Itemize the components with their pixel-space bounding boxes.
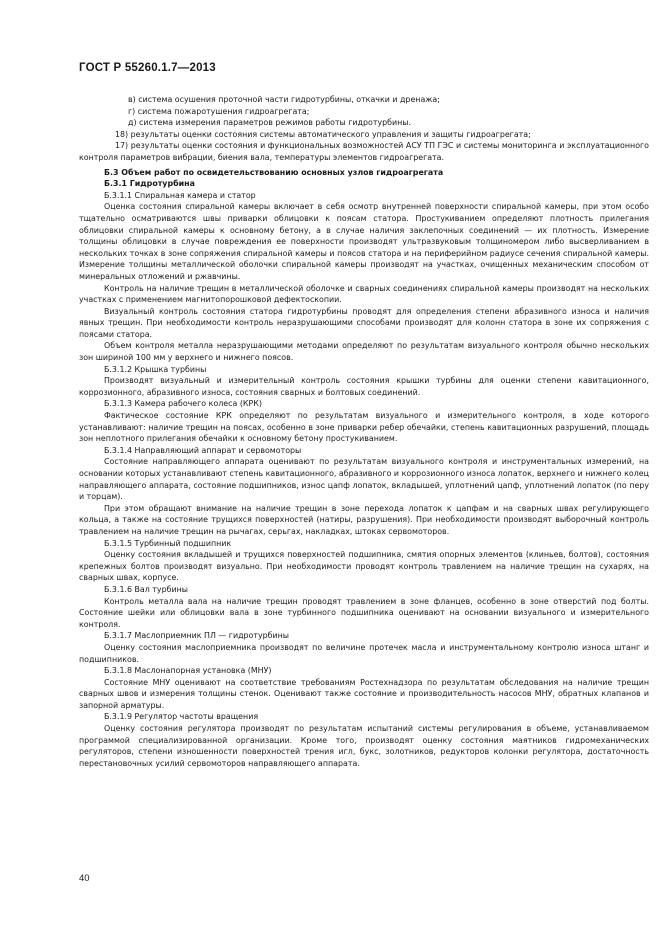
section-title: Б.3 Объем работ по освидетельствованию основных узлов гидроагрегата bbox=[104, 167, 444, 177]
list-item: д) система измерения параметров режимов работы гидротурбины. bbox=[128, 118, 412, 128]
list-item: 17) результаты оценки состояния и функциональных возможностей АСУ ТП ГЭС и системы мониторинга и эксплуатационного контроля параметров вибрации, биения вала, температуры элементов гидроагрегата. bbox=[79, 141, 649, 162]
page-number: 40 bbox=[79, 873, 90, 884]
block-heading: Б.3.1.4 Направляющий аппарат и сервомоторы bbox=[104, 445, 302, 455]
block-heading: Б.3.1.8 Маслонапорная установка (МНУ) bbox=[104, 666, 272, 676]
block-heading: Б.3.1.6 Вал турбины bbox=[104, 584, 188, 594]
list-item: 18) результаты оценки состояния системы автоматического управления и защиты гидроагрегата; bbox=[115, 129, 531, 139]
paragraph: Оценку состояния маслоприемника производят по величине протечек масла и инструментальному контролю износа штанг и подшипников. bbox=[79, 642, 649, 664]
paragraph: Состояние МНУ оценивают на соответствие требованиям Ростехнадзора по результатам обследования на наличие трещин сварных швов и измерения толщины стенок. Оценивают также состояние и производительность насосов МНУ, обратных клапанов и запорной арматуры. bbox=[79, 677, 649, 710]
page-content bbox=[79, 94, 649, 769]
block-heading: Б.3.1.2 Крышка турбины bbox=[104, 364, 207, 374]
paragraph: Состояние направляющего аппарата оценивают по результатам визуального контроля и инструментальных измерений, на основании которых устанавливают степень кавитационного, абразивного и коррозионного износа лопаток, верхнего и нижнего колец направляющего аппарата, состояние подшипников, износ цапф лопаток, вкладышей, уплотнений цапф, уплотнений лопаток (по перу и торцам). bbox=[79, 457, 649, 502]
list-item: г) система пожаротушения гидроагрегата; bbox=[128, 106, 310, 116]
paragraph: Контроль на наличие трещин в металлической оболочке и сварных соединениях спиральной камеры производят на нескольких участках с применением магнитопорошковой дефектоскопии. bbox=[79, 283, 649, 305]
block-heading: Б.3.1.5 Турбинный подшипник bbox=[104, 538, 232, 548]
block-heading: Б.3.1.7 Маслоприемник ПЛ — гидротурбины bbox=[104, 631, 290, 641]
paragraph: Визуальный контроль состояния статора гидротурбины проводят для определения степени абразивного износа и наличия явных трещин. При необходимости контроль неразрушающими способами производят для колонн статора в зоне их сопряжения с поясами статора. bbox=[79, 306, 649, 339]
document-header: ГОСТ Р 55260.1.7—2013 bbox=[79, 62, 216, 74]
subsection-title: Б.3.1 Гидротурбина bbox=[104, 179, 195, 189]
paragraph: Оценку состояния вкладышей и трущихся поверхностей подшипника, смятия опорных элементов (клиньев, болтов), состояния крепежных болтов производят визуально. При необходимости проводят контроль травлением на наличие трещин на сухарях, на сварных швах, корпусе. bbox=[79, 550, 649, 583]
block-heading: Б.3.1.3 Камера рабочего колеса (КРК) bbox=[104, 399, 262, 409]
paragraph: Оценка состояния спиральной камеры включает в себя осмотр внутренней поверхности спиральной камеры, при этом особо тщательно осматриваются швы приварки облицовки к поясам статора. Простукиванием определяют плотность прилегания облицовки спиральной камеры к основному бетону, а в случае наличия заклепочных соединений — их плотность. Измерение толщины облицовки в случае повреждения ее поверхности производят ультразвуковым толщиномером либо высверливанием в нескольких точках в зоне сопряжения спиральной камеры и поясов статора и на периферийном радиусе сечения спиральной камеры. Измерение толщины металлической оболочки спиральной камеры производят на участках, очищенных механическим способом от минеральных отложений и ржавчины. bbox=[79, 202, 649, 281]
paragraph: Контроль металла вала на наличие трещин проводят травлением в зоне фланцев, особенно в зоне отверстий под болты. Состояние шейки или облицовки вала в зоне турбинного подшипника оценивают на основании визуального и измерительного контроля. bbox=[79, 596, 649, 629]
paragraph: Производят визуальный и измерительный контроль состояния крышки турбины для оценки степени кавитационного, коррозионного, абразивного износа, состояния сварных и болтовых соединений. bbox=[79, 376, 649, 397]
list-item: в) система осушения проточной части гидротурбины, откачки и дренажа; bbox=[128, 95, 440, 104]
paragraph: Объем контроля металла неразрушающими методами определяют по результатам визуального контроля обычно нескольких зон шириной 100 мм у верхнего и нижнего поясов. bbox=[79, 341, 649, 363]
paragraph: При этом обращают внимание на наличие трещин в зоне перехода лопаток к цапфам и на сварных швах регулирующего кольца, а также на состояние трущихся поверхностей (натиры, разрушения). При необходимости производят выборочный контроль травлением на наличие трещин на рычагах, серьгах, накладках, штоках сервомоторов. bbox=[79, 503, 649, 536]
paragraph: Фактическое состояние КРК определяют по результатам визуального и измерительного контроля, в ходе которого устанавливают: наличие трещин на поясах, особенно в зоне приварки ребер обечайки, степень кавитационных разрушений, площадь зон неплотного прилегания обечайки к основному бетону простукиванием. bbox=[79, 411, 649, 444]
block-heading: Б.3.1.9 Регулятор частоты вращения bbox=[104, 712, 259, 722]
block-heading: Б.3.1.1 Спиральная камера и статор bbox=[104, 190, 256, 200]
paragraph: Оценку состояния регулятора производят по результатам испытаний системы регулирования в объеме, устанавливаемом программой специализированной организации. Кроме того, производят оценку состояния маятников гидромеханических регуляторов, степени изношенности поверхностей трения игл, букс, золотников, редукторов колонки регулятора, достаточность перестановочных усилий сервомоторов направляющего аппарата. bbox=[79, 724, 649, 768]
